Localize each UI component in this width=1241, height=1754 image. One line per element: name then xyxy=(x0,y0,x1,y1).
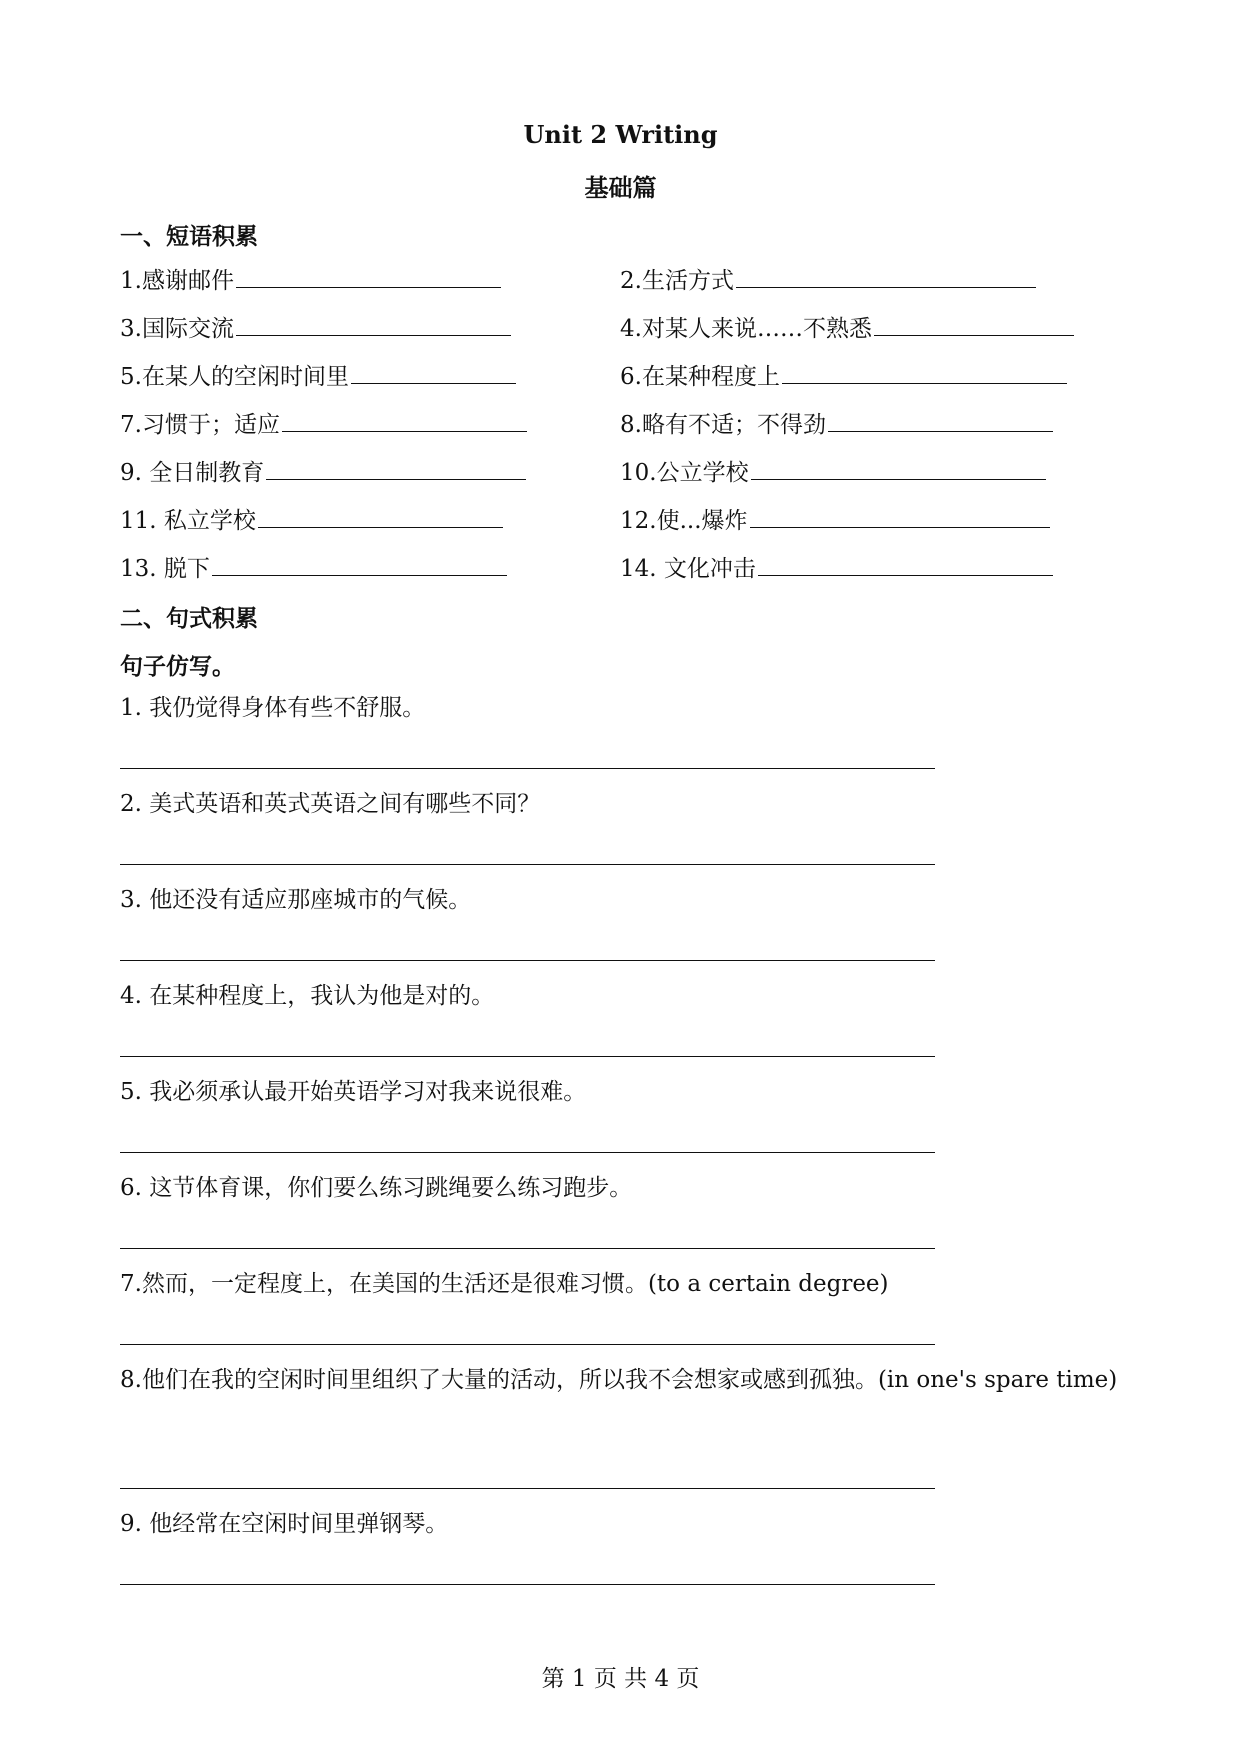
answer-blank[interactable] xyxy=(212,553,507,576)
phrase-item xyxy=(120,310,511,343)
phrase-label: 11. 私立学校 xyxy=(120,508,256,534)
sentence-prompt: 5. 我必须承认最开始英语学习对我来说很难。 xyxy=(120,1079,587,1105)
phrase-item xyxy=(620,310,1074,343)
phrase-row xyxy=(120,502,1130,542)
answer-blank[interactable] xyxy=(236,265,501,288)
answer-blank[interactable] xyxy=(874,313,1074,336)
phrase-item xyxy=(120,454,526,487)
sentence-prompt: 2. 美式英语和英式英语之间有哪些不同？ xyxy=(120,791,541,817)
page-footer: 第 1 页 共 4 页 xyxy=(541,1666,700,1692)
answer-line[interactable] xyxy=(120,1584,935,1585)
sentence-prompt: 6. 这节体育课，你们要么练习跳绳要么练习跑步。 xyxy=(120,1175,633,1201)
answer-line[interactable] xyxy=(120,864,935,865)
answer-blank[interactable] xyxy=(258,505,503,528)
phrase-item xyxy=(620,262,1036,295)
phrase-label: 4.对某人来说……不熟悉 xyxy=(620,316,872,342)
phrase-item xyxy=(620,358,1067,391)
page-subtitle: 基础篇 xyxy=(584,173,657,202)
phrase-item xyxy=(120,550,507,583)
answer-blank[interactable] xyxy=(266,457,526,480)
sentence-prompt: 3. 他还没有适应那座城市的气候。 xyxy=(120,887,472,913)
phrase-item xyxy=(120,502,503,535)
answer-blank[interactable] xyxy=(828,409,1053,432)
sentence-prompt: 8.他们在我的空闲时间里组织了大量的活动，所以我不会想家或感到孤独。(in one's spare time) xyxy=(120,1367,1118,1393)
phrase-label: 6.在某种程度上 xyxy=(620,364,780,390)
answer-blank[interactable] xyxy=(750,505,1050,528)
phrase-item xyxy=(620,454,1046,487)
answer-line[interactable] xyxy=(120,768,935,769)
phrase-label: 8.略有不适；不得劲 xyxy=(620,412,826,438)
phrase-row xyxy=(120,406,1130,446)
phrase-row xyxy=(120,454,1130,494)
section-heading-sentences: 二、句式积累 xyxy=(120,605,258,632)
phrase-label: 9. 全日制教育 xyxy=(120,460,265,486)
phrase-label: 12.使...爆炸 xyxy=(620,508,748,534)
answer-line[interactable] xyxy=(120,1344,935,1345)
sentence-prompt: 4. 在某种程度上，我认为他是对的。 xyxy=(120,983,495,1009)
answer-blank[interactable] xyxy=(282,409,527,432)
answer-blank[interactable] xyxy=(736,265,1036,288)
answer-blank[interactable] xyxy=(351,361,516,384)
phrase-label: 3.国际交流 xyxy=(120,316,234,342)
phrase-item xyxy=(120,406,527,439)
answer-blank[interactable] xyxy=(751,457,1046,480)
phrase-row xyxy=(120,310,1130,350)
answer-line[interactable] xyxy=(120,1056,935,1057)
answer-line[interactable] xyxy=(120,1152,935,1153)
answer-blank[interactable] xyxy=(782,361,1067,384)
answer-blank[interactable] xyxy=(236,313,511,336)
phrase-label: 10.公立学校 xyxy=(620,460,749,486)
page-title: Unit 2 Writing xyxy=(523,120,718,149)
phrase-row xyxy=(120,262,1130,302)
sentence-prompt: 1. 我仍觉得身体有些不舒服。 xyxy=(120,695,426,721)
phrase-row xyxy=(120,358,1130,398)
sentence-prompt: 9. 他经常在空闲时间里弹钢琴。 xyxy=(120,1511,449,1537)
answer-line[interactable] xyxy=(120,1248,935,1249)
phrase-label: 2.生活方式 xyxy=(620,268,734,294)
phrase-row xyxy=(120,550,1130,590)
phrase-label: 7.习惯于；适应 xyxy=(120,412,280,438)
phrase-item xyxy=(120,262,501,295)
section-heading-phrases: 一、短语积累 xyxy=(120,223,258,250)
phrase-item xyxy=(620,550,1053,583)
answer-blank[interactable] xyxy=(758,553,1053,576)
phrase-item xyxy=(620,502,1050,535)
phrase-item xyxy=(120,358,516,391)
phrase-label: 14. 文化冲击 xyxy=(620,556,756,582)
phrase-item xyxy=(620,406,1053,439)
answer-line[interactable] xyxy=(120,1488,935,1489)
answer-line[interactable] xyxy=(120,960,935,961)
phrase-label: 1.感谢邮件 xyxy=(120,268,234,294)
phrase-label: 5.在某人的空闲时间里 xyxy=(120,364,349,390)
section-subheading: 句子仿写。 xyxy=(120,653,235,680)
sentence-prompt: 7.然而，一定程度上，在美国的生活还是很难习惯。(to a certain degree) xyxy=(120,1271,889,1297)
phrase-label: 13. 脱下 xyxy=(120,556,210,582)
